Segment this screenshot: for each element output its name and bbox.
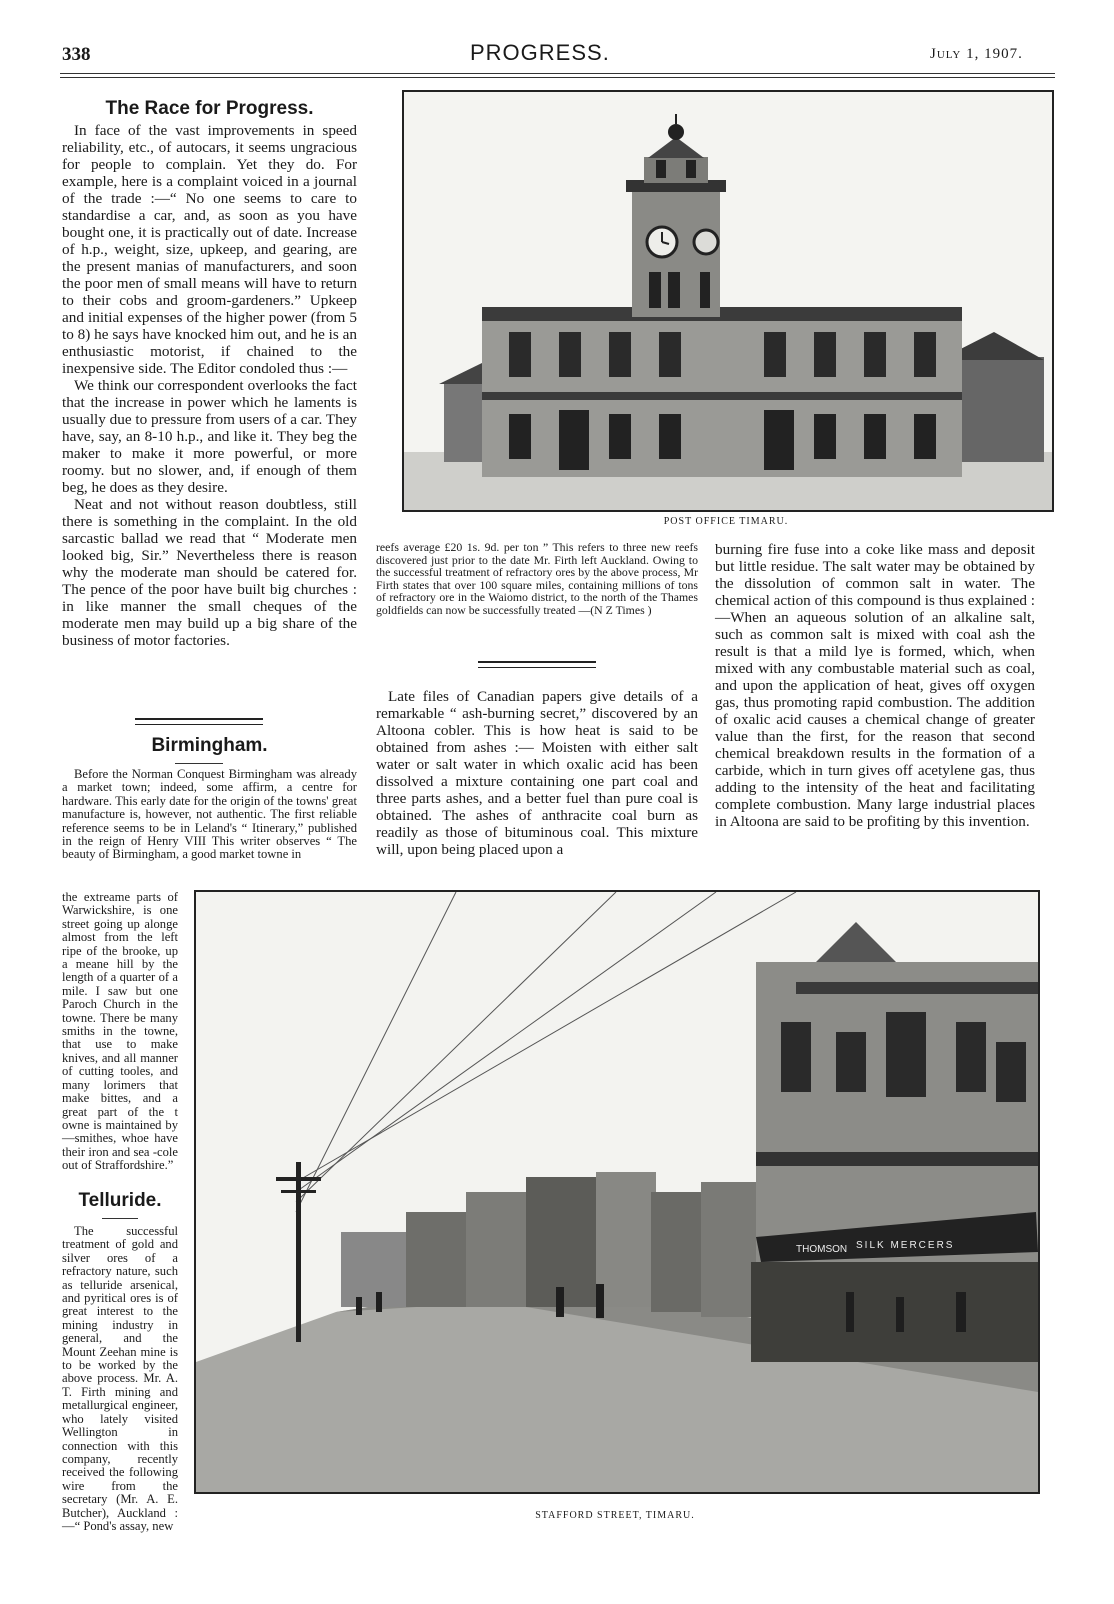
race-paragraph-1: In face of the vast improvements in speed reliability, etc., of autocars, it seems ungracious for people to complain. Yet they do. For example, here is a complaint voiced in a journal of the trade :—“ No one seems to care to standardise a car, and, as soon as you have bought one, it is practically out of date. Increase of h.p., weight, size, upkeep, and gearing, are the present manias of manufacturers, and soon the poor men of small means will have to return to their cobs and groom-gardeners.” Upkeep and initial expenses of the higher power (from 5 to 8) he says have knocked him out, and he is an enthusiastic motorist, if chained to the inexpensive side. The Editor condoled thus :— xyxy=(62,122,357,377)
stafford-street-photo xyxy=(194,890,1040,1494)
header-rule-bottom xyxy=(60,77,1055,78)
post-office-photo xyxy=(402,90,1054,512)
telluride-continued xyxy=(376,541,698,617)
heading-underline xyxy=(175,763,223,764)
telluride-paragraph: The successful treatment of gold and silver ores of a refractory nature, such as telluride arsenical, and pyritical ores is of great interest to the mining industry in general, and the Mount Zeehan mine is to be worked by the above process. Mr. A. T. Firth mining and metallurgical engineer, who lately visited Wellington in connection with this company, recently received the following wire from the secretary (Mr. A. E. Butcher), Auckland :—“ Pond's assay, new xyxy=(62,1224,178,1533)
section-divider xyxy=(135,718,263,725)
header-rule-top xyxy=(60,73,1055,74)
stafford-street-caption: STAFFORD STREET, TIMARU. xyxy=(535,1510,695,1521)
section-divider xyxy=(478,661,596,668)
race-paragraph-2: We think our correspondent overlooks the fact that the increase in power which he laments is usually due to pressure from users of a car. They have, say, an 8-10 h.p., and like it. They beg the maker to make it more powerful, or more roomy. but no slower, and, if enough of them beg, he does as they desire. xyxy=(62,377,357,496)
heading-underline xyxy=(102,1218,138,1219)
birmingham-paragraph: Before the Norman Conquest Birmingham was already a market town; indeed, some affirm, a centre for hardware. This early date for the origin of the towns' great manufacture is, however, not authentic. The first reliable reference seems to be in Leland's “ Itinerary,” published in the reign of Henry VIII This writer observes “ The beauty of Birmingham, a good market towne in xyxy=(62,767,357,862)
birmingham-paragraph-cont: the extreame parts of Warwickshire, is one street going up alonge almost from the left ripe of the brooke, up a meane hill by the length of a quarter of a mile. I saw but one Paroch Church in the towne. There be many smiths in the towne, that use to make knives, and all manner of cutting tooles, and many lorimers that make bittes, and a great part of the t owne is maintained by —smithes, whoe have their iron and sea -cole out of Straffordshire.” xyxy=(62,890,178,1173)
shop-sign-thomson: THOMSON xyxy=(796,1244,848,1255)
shop-sign-silk-mercers: SILK MERCERS xyxy=(856,1240,955,1251)
page-number: 338 xyxy=(62,44,91,65)
ash-article-col1 xyxy=(376,688,698,858)
telluride-heading: Telluride. xyxy=(78,1190,162,1211)
birmingham-text-narrow xyxy=(62,891,178,1173)
birmingham-heading: Birmingham. xyxy=(151,735,268,756)
masthead-title: PROGRESS. xyxy=(470,40,610,65)
race-article xyxy=(62,122,357,649)
telluride-text xyxy=(62,1225,178,1533)
ash-article-col2 xyxy=(715,541,1035,830)
race-paragraph-3: Neat and not without reason doubtless, still there is something in the complaint. In the old sarcastic ballad we read that “ Moderate men looked big, Sir.” Nevertheless there is reason why the moderate man should be catered for. The pence of the poor have built big churches : in like manner the small cheques of the moderate men may build up a big share of the business of motor factories. xyxy=(62,496,357,649)
issue-date: July 1, 1907. xyxy=(930,46,1023,62)
race-heading: The Race for Progress. xyxy=(105,98,314,119)
ash-paragraph: Late files of Canadian papers give details of a remarkable “ ash-burning secret,” discovered by an Altoona cobler. This is how heat is said to be obtained from ashes :— Moisten with either salt water or salt water in which oxalic acid has been dissolved a mixture containing one part coal and three parts ashes, and a better fuel than pure coal is obtained. The ashes of anthracite coal burn as readily as those of bituminous coal. This mixture will, upon being placed upon a xyxy=(376,688,698,858)
post-office-caption: POST OFFICE TIMARU. xyxy=(663,516,789,527)
ash-paragraph-cont: burning fire fuse into a coke like mass and deposit but little residue. The salt water may be obtained by the dissolution of common salt in water. The chemical action of this compound is thus explained :—When an aqueous solution of an alkaline salt, such as common salt is mixed with coal ash the result is that a mild lye is formed, which, when mixed with any combustable material such as coal, and upon the application of heat, gives off oxygen gas, thus promoting rapid combustion. The addition of oxalic acid causes a chemical change of greater value than the first, for the reason that second chemical breakdown results in the formation of a carbide, which in turn gives off acetylene gas, thus adding to the intensity of the heat and facilitating complete combustion. Many large industrial places in Altoona are said to be profiting by this invention. xyxy=(715,541,1035,830)
telluride-paragraph-cont: reefs average £20 1s. 9d. per ton ” This refers to three new reefs discovered just prior to the date Mr. Firth left Auckland. Owing to the successful treatment of refractory ores by the above process, Mr Firth states that over 100 square miles, containing millions of tons of refractory ore in the Waiomo district, to the north of the Thames goldfields can now be successfully treated —(N Z Times ) xyxy=(376,540,698,617)
birmingham-text-wide xyxy=(62,768,357,862)
